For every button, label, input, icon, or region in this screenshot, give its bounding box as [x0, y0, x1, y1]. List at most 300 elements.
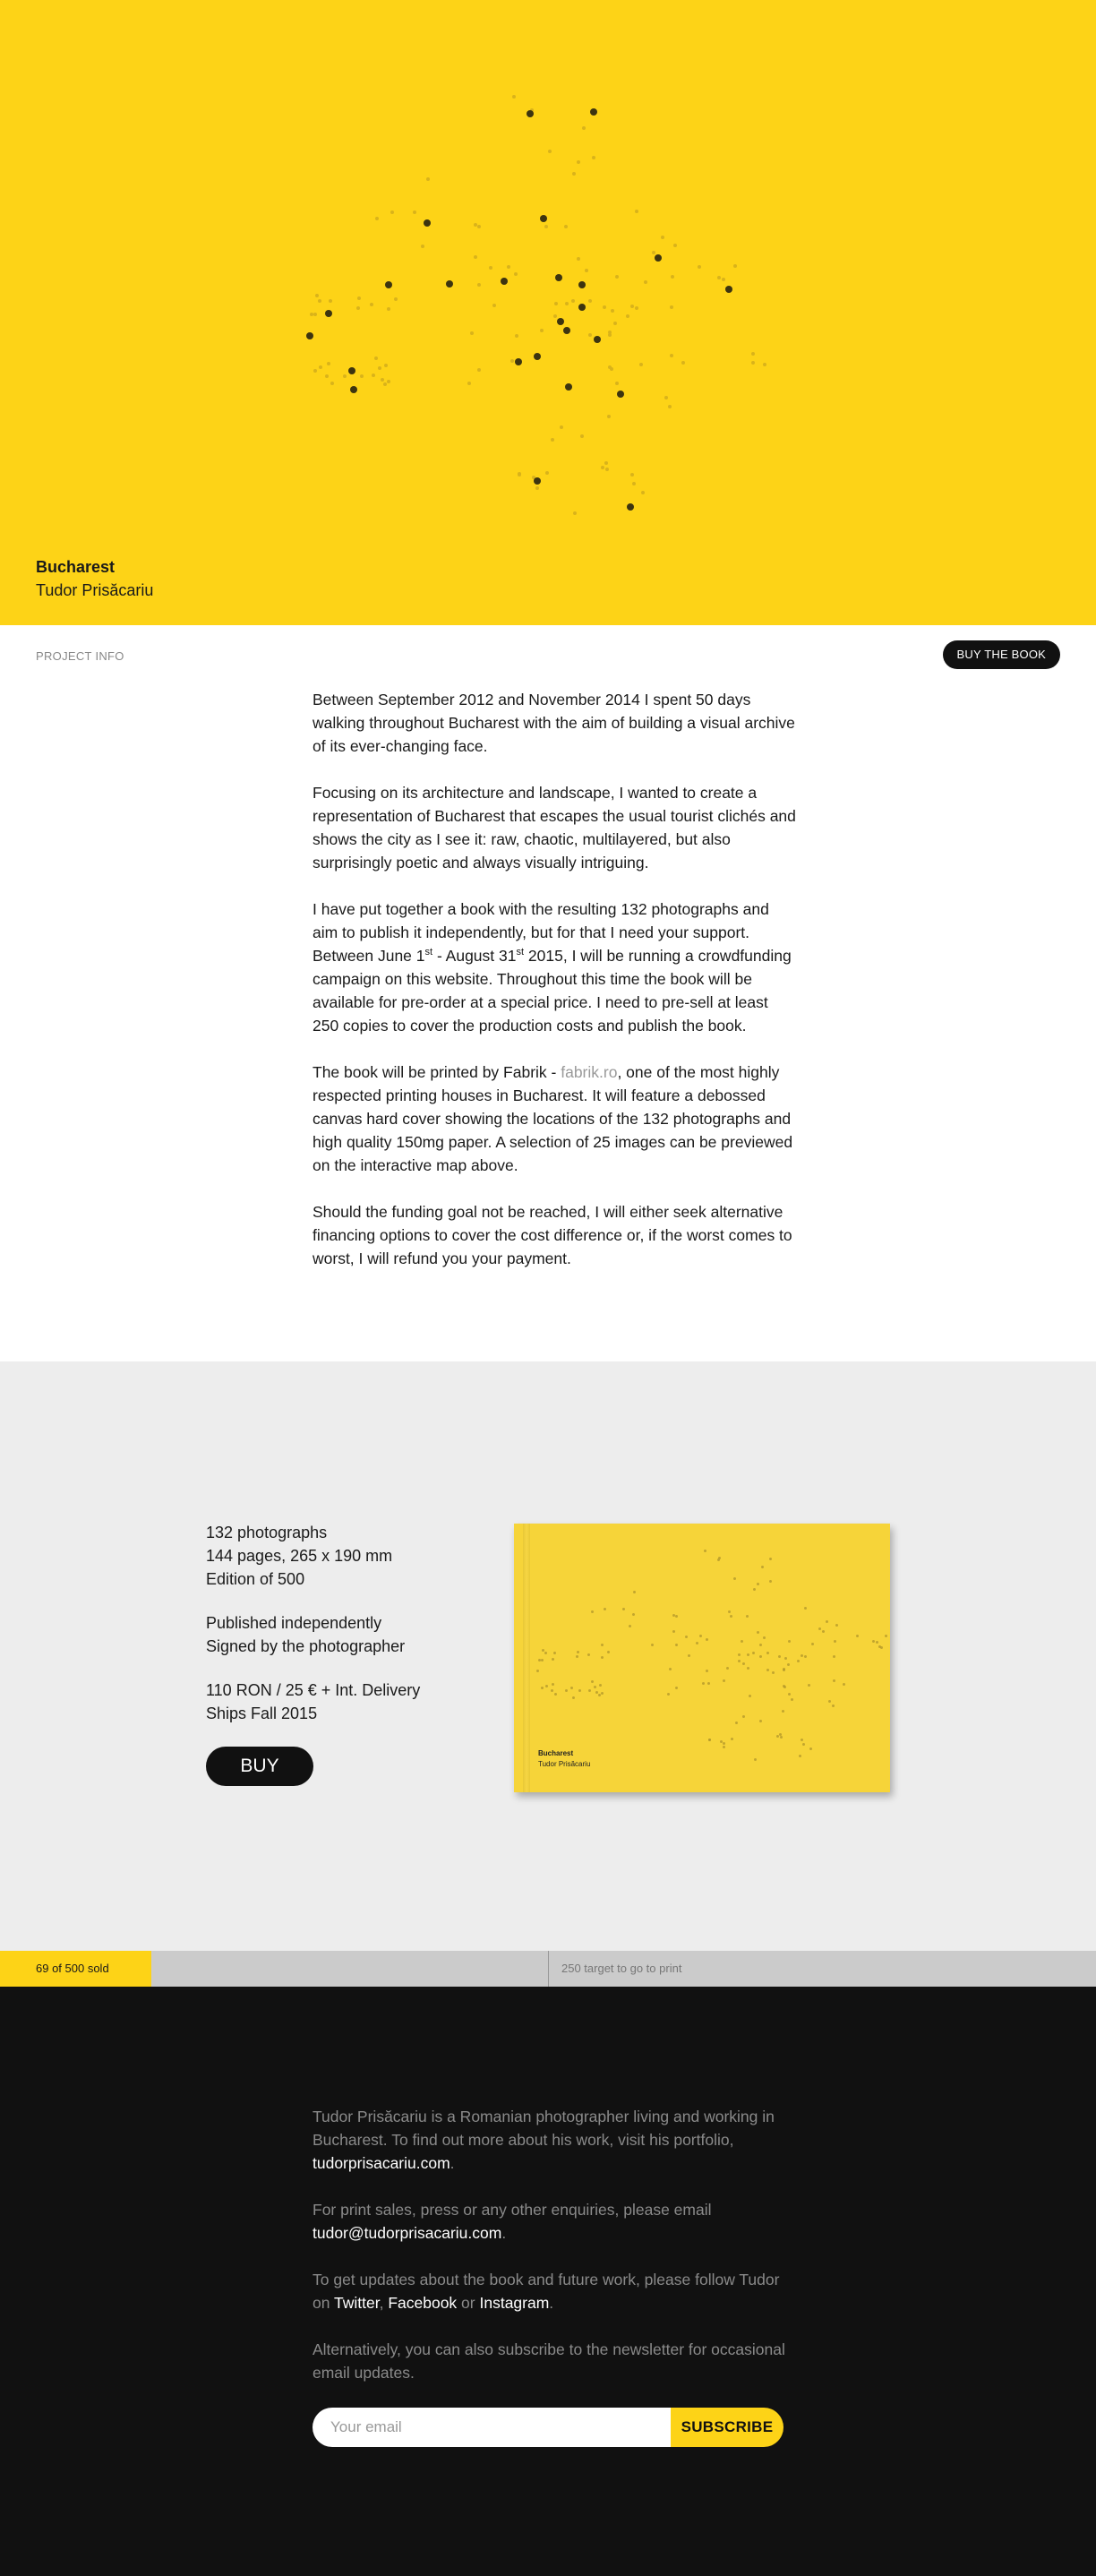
book-cover-dot [577, 1651, 579, 1653]
book-cover-dot [761, 1566, 764, 1568]
book-cover-dot [704, 1550, 706, 1552]
book-cover-dot [772, 1671, 775, 1674]
map-location-dot [413, 210, 416, 214]
book-cover-dot [872, 1640, 875, 1643]
map-photo-preview-dot[interactable] [325, 310, 332, 317]
hero-caption [36, 555, 153, 602]
target-label: 250 target to go to print [561, 1962, 682, 1975]
map-location-dot [313, 369, 317, 373]
book-cover-dot [783, 1686, 786, 1688]
map-location-dot [564, 225, 568, 228]
text-span: . [501, 2224, 507, 2242]
book-cover-city: Bucharest [538, 1749, 574, 1757]
book-cover-dot [880, 1646, 883, 1649]
book-cover-dot [587, 1653, 590, 1656]
map-location-dot [426, 177, 430, 181]
map-location-dot [329, 299, 332, 303]
map-photo-preview-dot[interactable] [534, 353, 541, 360]
book-cover-dot [742, 1662, 745, 1665]
book-cover-dot [675, 1615, 678, 1618]
book-cover-dot [707, 1682, 710, 1685]
sales-progress-bar [0, 1951, 1096, 1987]
map-location-dot [477, 283, 481, 287]
text-span: To get updates about the book and future work, please follow Tudor on [313, 2271, 780, 2312]
spec-signed: Signed by the photographer [206, 1637, 406, 1655]
map-location-dot [545, 471, 549, 475]
book-spine [523, 1524, 530, 1792]
book-cover-dot [604, 1608, 606, 1610]
book-cover-dot [822, 1630, 825, 1633]
bio-paragraph [313, 2105, 796, 2175]
product-section [0, 1361, 1096, 1951]
text-span: - August 31 [432, 947, 517, 965]
spec-shipping: Ships Fall 2015 [206, 1704, 318, 1722]
map-location-dot [582, 126, 586, 130]
contact-paragraph [313, 2198, 796, 2245]
map-photo-preview-dot[interactable] [555, 274, 562, 281]
book-cover-dot [797, 1660, 800, 1662]
book-cover-dot [833, 1679, 835, 1682]
book-cover-dot [835, 1624, 838, 1627]
map-photo-preview-dot[interactable] [655, 254, 662, 262]
project-description [0, 688, 1096, 1361]
map-location-dot [722, 278, 725, 281]
map-location-dot [635, 306, 638, 310]
portfolio-link[interactable]: tudorprisacariu.com [313, 2154, 450, 2172]
book-cover-dot [791, 1698, 793, 1701]
map-location-dot [661, 236, 664, 239]
book-cover-dot [536, 1670, 539, 1672]
map-location-dot [605, 468, 609, 471]
map-location-dot [325, 374, 329, 378]
book-cover-dot [599, 1684, 602, 1687]
map-photo-preview-dot[interactable] [617, 391, 624, 398]
book-cover-dot [551, 1689, 553, 1692]
map-photo-preview-dot[interactable] [350, 386, 357, 393]
book-cover-dot [669, 1668, 672, 1670]
map-location-dot [375, 217, 379, 220]
map-location-dot [652, 251, 655, 254]
book-cover-dot [552, 1658, 554, 1661]
spec-pages-size: 144 pages, 265 x 190 mm [206, 1547, 393, 1565]
hero-author-name: Tudor Prisăcariu [36, 581, 154, 599]
map-photo-preview-dot[interactable] [540, 215, 547, 222]
book-cover-dot [702, 1682, 705, 1685]
book-cover-dot [834, 1640, 836, 1643]
map-location-dot [492, 304, 496, 307]
book-cover-dot [754, 1758, 757, 1761]
hero-city-title: Bucharest [36, 558, 116, 576]
book-cover-dot [544, 1652, 547, 1654]
map-location-dot [571, 299, 575, 303]
info-bar [0, 625, 1096, 688]
map-location-dot [327, 362, 330, 365]
superscript: st [516, 947, 525, 958]
spec-edition: Edition of 500 [206, 1570, 305, 1588]
text-span: 2015, I will be running a crowdfunding campaign on this website. Throughout this time the book will be available for pre-order at a special price. I need to pre-sell at least 250 copies to cover the production costs and publish the book. [313, 947, 792, 1035]
map-location-dot [681, 361, 685, 365]
book-cover-dot [784, 1657, 787, 1660]
book-cover-dot [675, 1644, 678, 1646]
map-location-dot [604, 461, 608, 465]
book-cover-image [514, 1524, 890, 1792]
book-cover-dot [723, 1746, 725, 1748]
description-paragraph-4 [313, 1060, 796, 1177]
map-location-dot [577, 257, 580, 261]
map-location-dot [588, 299, 592, 303]
map-location-dot [357, 296, 361, 300]
map-photo-preview-dot[interactable] [534, 477, 541, 485]
map-location-dot [313, 313, 317, 316]
text-span: , [379, 2294, 389, 2312]
map-location-dot [535, 486, 539, 490]
map-location-dot [390, 210, 394, 214]
map-location-dot [343, 374, 347, 378]
fabrik-link[interactable]: fabrik.ro [561, 1063, 618, 1081]
book-cover-dot [766, 1652, 769, 1654]
map-location-dot [489, 266, 492, 270]
map-location-dot [635, 210, 638, 213]
book-cover-dot [818, 1627, 821, 1630]
text-span: , one of the most highly respected printing houses in Bucharest. It will feature a debossed canvas hard cover showing the locations of the 132 photographs and high quality 150mg paper. A selection of 25 images can be previewed on the interactive map above. [313, 1063, 793, 1174]
description-paragraph-3 [313, 897, 796, 1037]
book-cover-dot [843, 1683, 845, 1686]
target-marker [548, 1951, 549, 1987]
email-link[interactable]: tudor@tudorprisacariu.com [313, 2224, 502, 2242]
book-cover-dot [651, 1644, 654, 1646]
book-cover-dot [733, 1577, 736, 1580]
map-location-dot [671, 275, 674, 279]
map-photo-preview-dot[interactable] [563, 327, 570, 334]
map-location-dot [615, 382, 619, 385]
map-location-dot [383, 382, 387, 386]
book-cover-dot [752, 1652, 755, 1654]
book-cover-dot [759, 1720, 762, 1722]
book-cover-dot [545, 1685, 548, 1687]
map-location-dot [467, 382, 471, 385]
text-span: or [457, 2294, 480, 2312]
map-location-dot [553, 314, 557, 318]
book-cover-dot [699, 1635, 702, 1637]
map-location-dot [673, 244, 677, 247]
book-cover-dot [607, 1651, 610, 1653]
book-cover-dot [728, 1610, 731, 1613]
book-cover-dot [804, 1655, 807, 1658]
map-location-dot [470, 331, 474, 335]
book-cover-dot [782, 1710, 784, 1713]
book-cover-dot [675, 1687, 678, 1689]
map-photo-preview-dot[interactable] [348, 367, 355, 374]
book-cover-dot [731, 1738, 733, 1740]
book-cover-dot [601, 1692, 604, 1695]
map-location-dot [315, 294, 319, 297]
book-cover-dot [667, 1693, 670, 1696]
book-cover-dot [757, 1583, 759, 1585]
map-location-dot [544, 225, 548, 228]
map-location-dot [421, 245, 424, 248]
book-cover-dot [763, 1636, 766, 1639]
book-cover-dot [783, 1669, 785, 1671]
book-cover-dot [601, 1656, 604, 1659]
book-cover-dot [572, 1696, 575, 1699]
book-cover-dot [685, 1636, 688, 1638]
map-photo-preview-dot[interactable] [578, 304, 586, 311]
map-location-dot [573, 511, 577, 515]
book-cover-dot [591, 1680, 594, 1683]
description-paragraph-1: Between September 2012 and November 2014 I spent 50 days walking throughout Bucharest with the aim of building a visual archive of its ever-changing face. [313, 691, 795, 755]
map-location-dot [554, 302, 558, 305]
superscript: st [424, 947, 433, 958]
book-cover-dot [766, 1669, 769, 1671]
map-photo-preview-dot[interactable] [590, 108, 597, 116]
book-cover-dot [759, 1644, 762, 1646]
book-cover-dot [757, 1631, 759, 1634]
map-location-dot [607, 415, 611, 418]
newsletter-form [313, 2408, 783, 2447]
book-cover-caption [538, 1748, 590, 1770]
book-cover-dot [885, 1635, 887, 1637]
book-cover-dot [746, 1615, 749, 1618]
book-cover-dot [552, 1683, 554, 1686]
map-location-dot [384, 364, 388, 367]
social-paragraph [313, 2268, 796, 2314]
book-cover-dot [594, 1686, 596, 1688]
map-location-dot [387, 380, 390, 383]
book-cover-dot [632, 1613, 635, 1616]
text-span: . [450, 2154, 455, 2172]
spec-group-format [206, 1521, 420, 1591]
book-cover-dot [826, 1620, 828, 1623]
description-paragraph-2: Focusing on its architecture and landscape, I wanted to create a representation of Bucharest that escapes the usual tourist clichés and shows the city as I see it: raw, chaotic, multilayered, but also surprisingly poetic and always visually intriguing. [313, 784, 796, 872]
map-photo-preview-dot[interactable] [594, 336, 601, 343]
book-cover-dot [576, 1655, 578, 1658]
map-location-dot [319, 365, 322, 369]
book-cover-dot [809, 1747, 812, 1750]
map-photo-preview-dot[interactable] [725, 286, 732, 293]
map-location-dot [580, 434, 584, 438]
map-photo-preview-dot[interactable] [446, 280, 453, 288]
map-location-dot [733, 264, 737, 268]
map-photo-preview-dot[interactable] [385, 281, 392, 288]
book-cover-dot [749, 1695, 751, 1697]
text-span: Tudor Prisăcariu is a Romanian photographer living and working in Bucharest. To find out more about his work, visit his portfolio, [313, 2108, 775, 2149]
map-location-dot [518, 473, 521, 477]
book-cover-dot [738, 1653, 741, 1656]
book-cover-dot [730, 1615, 732, 1618]
map-location-dot [717, 276, 721, 279]
map-location-dot [360, 374, 364, 378]
map-photo-preview-dot[interactable] [501, 278, 508, 285]
map-photo-preview-dot[interactable] [557, 318, 564, 325]
map-location-dot [381, 378, 384, 382]
map-location-dot [603, 305, 606, 309]
map-location-dot [670, 305, 673, 309]
instagram-link[interactable]: Instagram [479, 2294, 550, 2312]
book-cover-dot [553, 1652, 556, 1654]
book-cover-dot [801, 1739, 803, 1741]
map-location-dot [356, 306, 360, 310]
map-location-dot [551, 438, 554, 442]
map-location-dot [514, 272, 518, 276]
book-cover-dot [726, 1667, 729, 1670]
map-location-dot [548, 150, 552, 153]
project-info-label: PROJECT INFO [36, 649, 124, 663]
newsletter-paragraph: Alternatively, you can also subscribe to the newsletter for occasional email updates. [313, 2340, 785, 2382]
map-location-dot [318, 299, 321, 303]
map-location-dot [639, 363, 643, 366]
book-cover-dot [591, 1610, 594, 1613]
map-location-dot [560, 425, 563, 429]
book-cover-dot [778, 1655, 781, 1658]
map-location-dot [515, 334, 518, 338]
map-location-dot [613, 322, 617, 325]
text-span: . [549, 2294, 554, 2312]
map-location-dot [477, 368, 481, 372]
map-photo-preview-dot[interactable] [627, 503, 634, 511]
facebook-link[interactable]: Facebook [388, 2294, 458, 2312]
buy-button[interactable]: BUY [206, 1747, 313, 1786]
book-cover-dot [802, 1743, 805, 1746]
map-location-dot [698, 265, 701, 269]
book-cover-dot [799, 1755, 801, 1757]
text-span: For print sales, press or any other enquiries, please email [313, 2201, 712, 2219]
subscribe-button[interactable]: SUBSCRIBE [671, 2408, 783, 2447]
book-cover-dot [688, 1654, 690, 1657]
map-photo-preview-dot[interactable] [527, 110, 534, 117]
map-location-dot [540, 329, 544, 332]
map-photo-preview-dot[interactable] [578, 281, 586, 288]
buy-the-book-button[interactable]: BUY THE BOOK [943, 640, 1060, 669]
map-location-dot [512, 95, 516, 99]
spec-group-publishing [206, 1611, 420, 1658]
map-location-dot [641, 491, 645, 494]
map-photo-preview-dot[interactable] [565, 383, 572, 391]
book-cover-author: Tudor Prisăcariu [538, 1760, 591, 1768]
book-cover-dot [570, 1687, 573, 1689]
map-location-dot [394, 297, 398, 301]
map-location-dot [608, 333, 612, 337]
hero-section [0, 0, 1096, 625]
twitter-link[interactable]: Twitter [334, 2294, 380, 2312]
book-cover-dot [804, 1607, 807, 1610]
map-photo-preview-dot[interactable] [515, 358, 522, 365]
text-span: I have put together a book with the resulting 132 photographs and aim to publish it independently, but for that I need your support. Between June 1 [313, 900, 769, 965]
book-cover-dot [565, 1689, 568, 1692]
book-cover-dot [717, 1558, 720, 1561]
book-cover-dot [633, 1591, 636, 1593]
book-cover-dot [769, 1558, 772, 1560]
map-location-dot [577, 160, 580, 164]
book-cover-dot [738, 1660, 741, 1662]
book-cover-dot [706, 1670, 708, 1672]
spec-group-price [206, 1679, 420, 1725]
book-cover-dot [723, 1679, 725, 1682]
map-location-dot [565, 302, 569, 305]
book-specs [206, 1521, 420, 1786]
map-location-dot [644, 280, 647, 284]
book-cover-dot [672, 1630, 675, 1633]
book-cover-dot [753, 1588, 756, 1591]
map-location-dot [668, 405, 672, 408]
book-cover-dot [759, 1655, 762, 1658]
map-location-dot [630, 473, 634, 477]
map-location-dot [588, 333, 592, 337]
book-cover-dot [554, 1693, 557, 1696]
map-location-dot [370, 303, 373, 306]
map-location-dot [477, 225, 481, 228]
book-cover-dot [876, 1641, 878, 1644]
map-location-dot [610, 367, 613, 371]
book-cover-dot [696, 1642, 698, 1644]
map-location-dot [615, 275, 619, 279]
book-cover-dot [811, 1643, 814, 1645]
book-cover-dot [769, 1580, 772, 1583]
book-cover-dot [708, 1739, 711, 1741]
interactive-photo-map[interactable] [0, 0, 1096, 625]
map-location-dot [601, 466, 604, 469]
book-cover-dot [788, 1693, 791, 1696]
map-location-dot [374, 356, 378, 360]
map-location-dot [632, 482, 636, 485]
text-span: The book will be printed by Fabrik - [313, 1063, 561, 1081]
book-cover-dot [598, 1694, 601, 1696]
footer [0, 1987, 1096, 2576]
book-cover-dot [788, 1640, 791, 1643]
book-cover-dot [578, 1689, 581, 1692]
map-location-dot [751, 361, 755, 365]
book-cover-dot [833, 1655, 835, 1658]
map-location-dot [630, 305, 634, 308]
map-location-dot [611, 309, 614, 313]
book-cover-dot [541, 1687, 544, 1689]
book-cover-dot [776, 1735, 779, 1738]
book-cover-dot [832, 1704, 835, 1707]
book-cover-dot [780, 1736, 783, 1739]
book-cover-dot [735, 1722, 738, 1724]
book-cover-dot [787, 1663, 790, 1666]
map-location-dot [592, 156, 595, 159]
map-location-dot [372, 374, 375, 377]
book-cover-dot [541, 1659, 544, 1662]
book-cover-dot [856, 1635, 859, 1637]
book-cover-dot [588, 1689, 591, 1692]
book-cover-dot [601, 1644, 604, 1646]
book-cover-dot [723, 1742, 725, 1745]
map-location-dot [507, 265, 510, 269]
map-location-dot [474, 255, 477, 259]
map-location-dot [330, 382, 334, 385]
map-photo-preview-dot[interactable] [424, 219, 431, 227]
book-cover-dot [622, 1608, 625, 1610]
book-cover-dot [741, 1640, 743, 1643]
map-location-dot [626, 314, 629, 318]
book-cover-dot [742, 1715, 745, 1718]
spec-published: Published independently [206, 1614, 382, 1632]
book-cover-dot [828, 1700, 831, 1703]
map-location-dot [510, 359, 514, 363]
sold-count-label: 69 of 500 sold [36, 1962, 109, 1975]
book-cover-dot [808, 1684, 810, 1687]
map-location-dot [664, 396, 668, 399]
book-cover-dot [801, 1654, 803, 1657]
map-location-dot [751, 352, 755, 356]
spec-photographs: 132 photographs [206, 1524, 328, 1541]
map-photo-preview-dot[interactable] [306, 332, 313, 339]
book-cover-dot [747, 1667, 749, 1670]
spec-price: 110 RON / 25 € + Int. Delivery [206, 1681, 421, 1699]
map-location-dot [670, 354, 673, 357]
email-input[interactable] [313, 2408, 671, 2447]
